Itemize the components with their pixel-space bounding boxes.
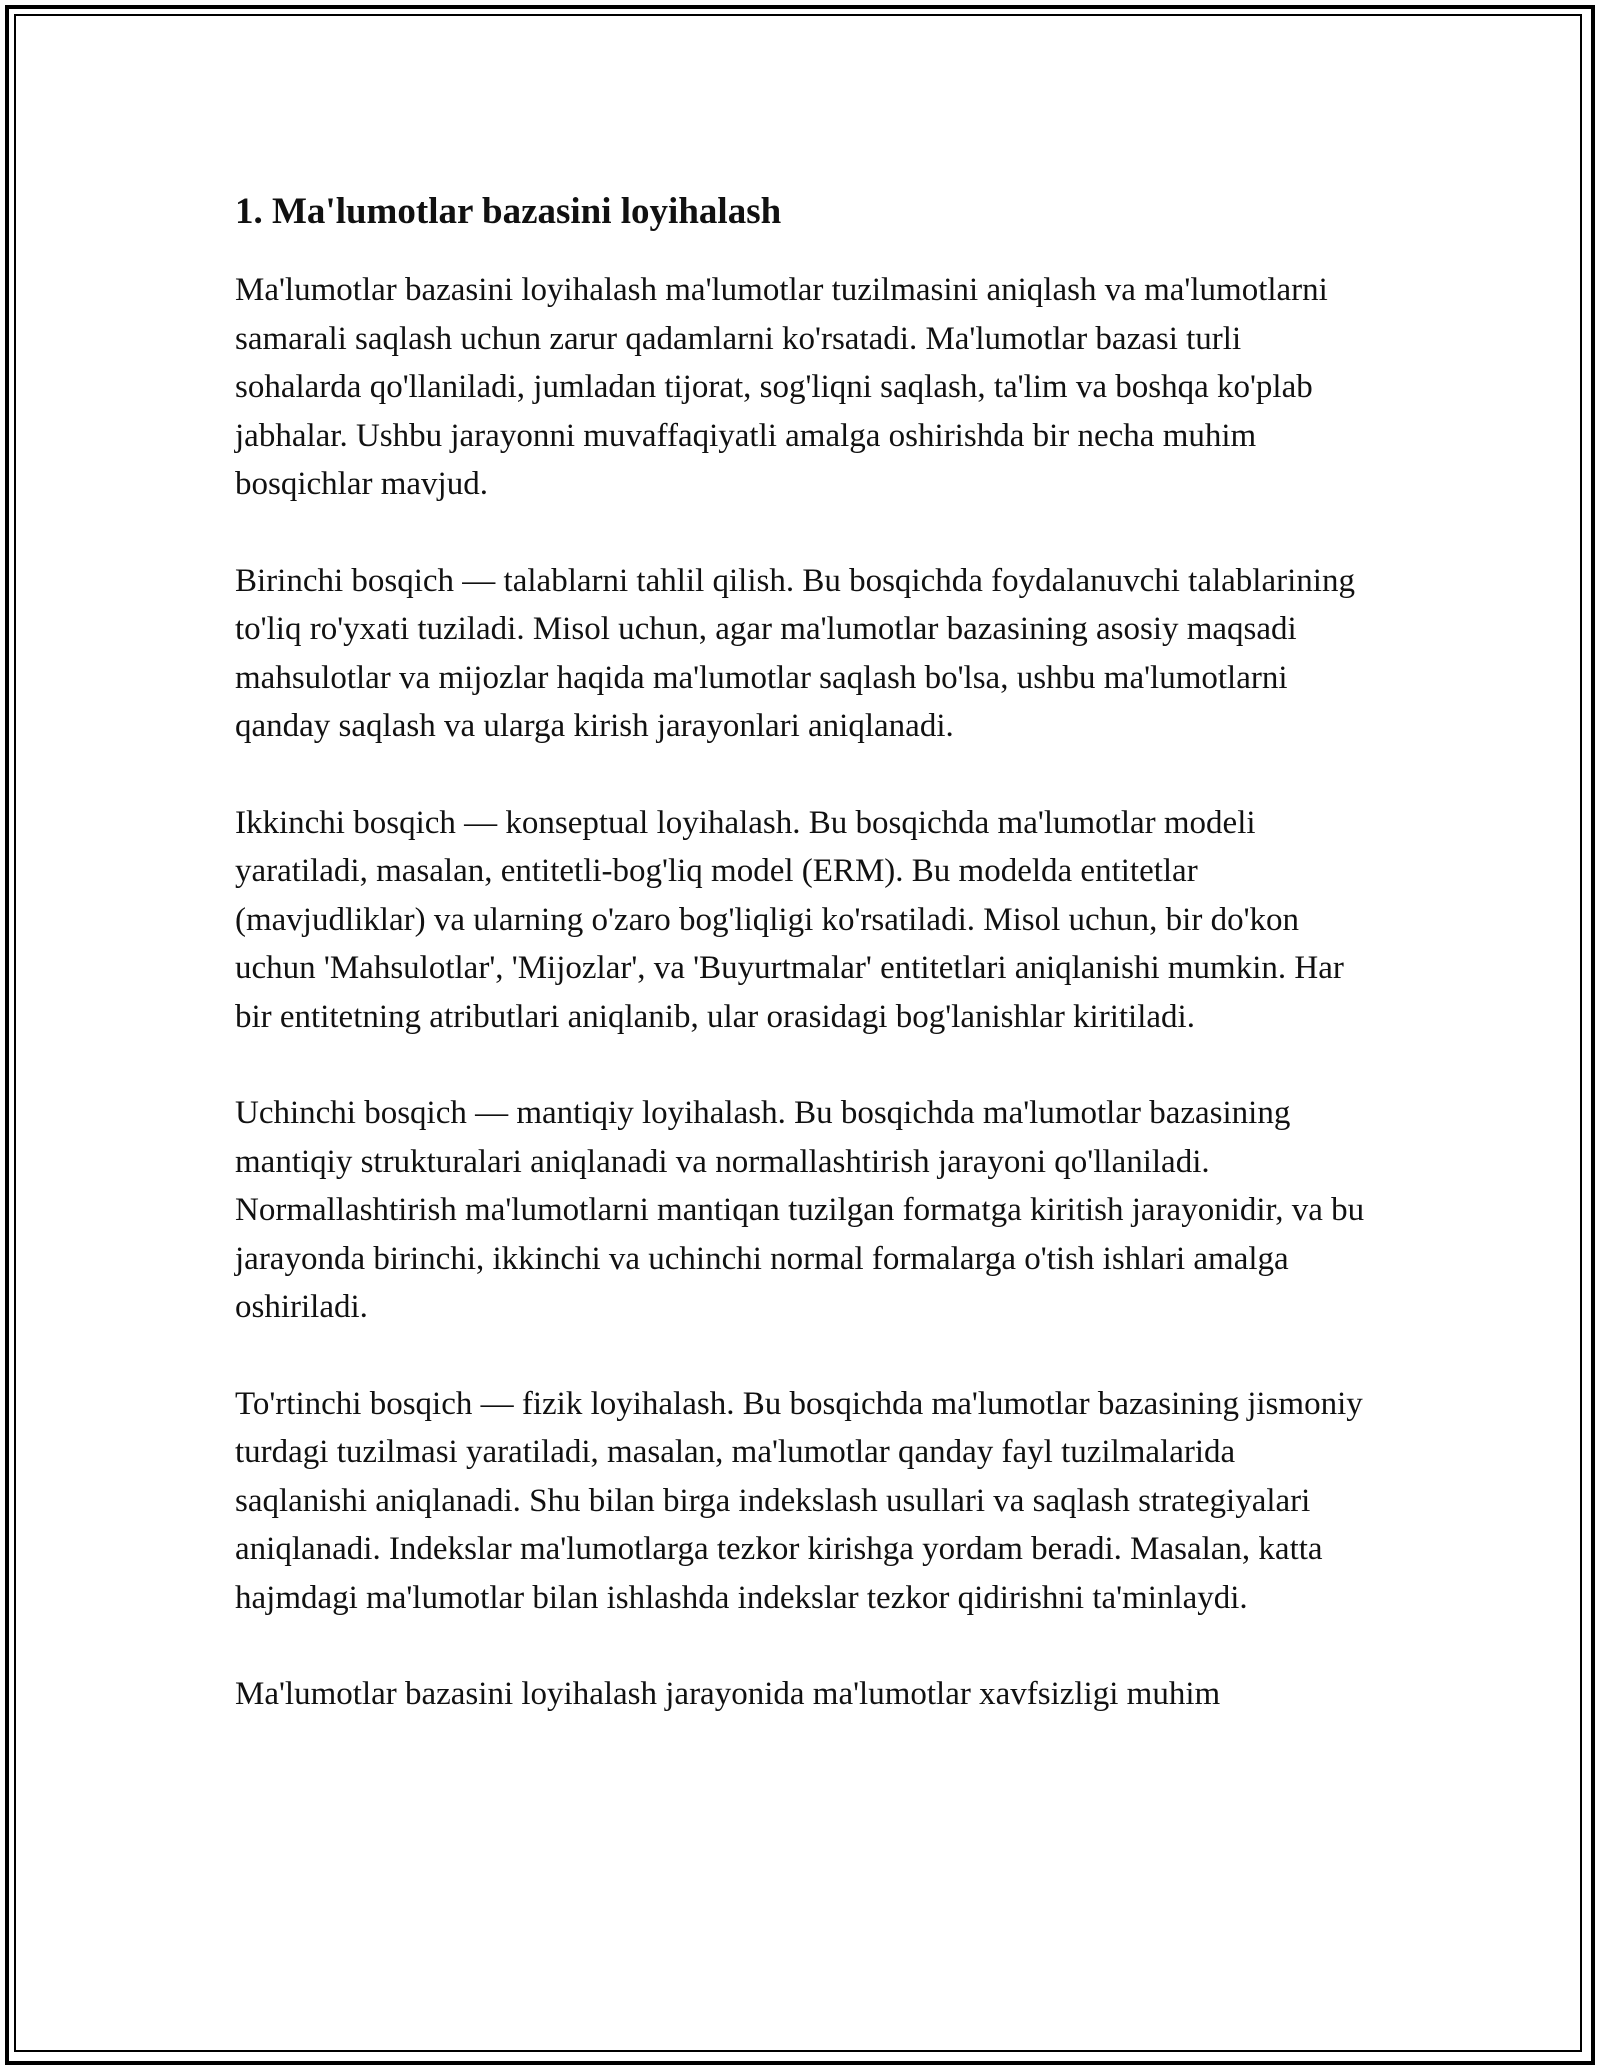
paragraph-stage-2: Ikkinchi bosqich — konseptual loyihalash. Bu bosqichda ma'lumotlar modeli yaratiladi, masalan, entitetli-bog'liq model (ERM). Bu modelda entitetlar (mavjudliklar) va ularning o'zaro bog'liqligi ko'rsatiladi. Misol uchun, bir do'kon uchun 'Mahsulotlar', 'Mijozlar', va 'Buyurtmalar' entitetlari aniqlanishi mumkin. Har bir entitetning atributlari aniqlanib, ular orasidagi bog'lanishlar kiritiladi. xyxy=(235,804,1344,1035)
paragraph-intro: Ma'lumotlar bazasini loyihalash ma'lumotlar tuzilmasini aniqlash va ma'lumotlarni samarali saqlash uchun zarur qadamlarni ko'rsatadi. Ma'lumotlar bazasi turli sohalarda qo'llaniladi, jumladan tijorat, sog'liqni saqlash, ta'lim va boshqa ko'plab jabhalar. Ushbu jarayonni muvaffaqiyatli amalga oshirishda bir necha muhim bosqichlar mavjud. xyxy=(235,272,1328,502)
section-heading: 1. Ma'lumotlar bazasini loyihalash xyxy=(235,191,782,232)
document-body xyxy=(235,188,1375,1767)
paragraph-stage-3: Uchinchi bosqich — mantiqiy loyihalash. Bu bosqichda ma'lumotlar bazasining mantiqiy strukturalari aniqlanadi va normallashtirish jarayoni qo'llaniladi. Normallashtirish ma'lumotlarni mantiqan tuzilgan formatga kiritish jarayonidir, va bu jarayonda birinchi, ikkinchi va uchinchi normal formalarga o'tish ishlari amalga oshiriladi. xyxy=(235,1095,1365,1325)
paragraph-stage-1: Birinchi bosqich — talablarni tahlil qilish. Bu bosqichda foydalanuvchi talablarining to'liq ro'yxati tuziladi. Misol uchun, agar ma'lumotlar bazasining asosiy maqsadi mahsulotlar va mijozlar haqida ma'lumotlar saqlash bo'lsa, ushbu ma'lumotlarni qanday saqlash va ularga kirish jarayonlari aniqlanadi. xyxy=(235,562,1355,744)
paragraph-stage-4: To'rtinchi bosqich — fizik loyihalash. Bu bosqichda ma'lumotlar bazasining jismoniy turdagi tuzilmasi yaratiladi, masalan, ma'lumotlar qanday fayl tuzilmalarida saqlanishi aniqlanadi. Shu bilan birga indekslash usullari va saqlash strategiyalari aniqlanadi. Indekslar ma'lumotlarga tezkor kirishga yordam beradi. Masalan, katta hajmdagi ma'lumotlar bilan ishlashda indekslar tezkor qidirishni ta'minlaydi. xyxy=(235,1385,1363,1616)
paragraph-security: Ma'lumotlar bazasini loyihalash jarayonida ma'lumotlar xavfsizligi muhim xyxy=(235,1676,1221,1712)
